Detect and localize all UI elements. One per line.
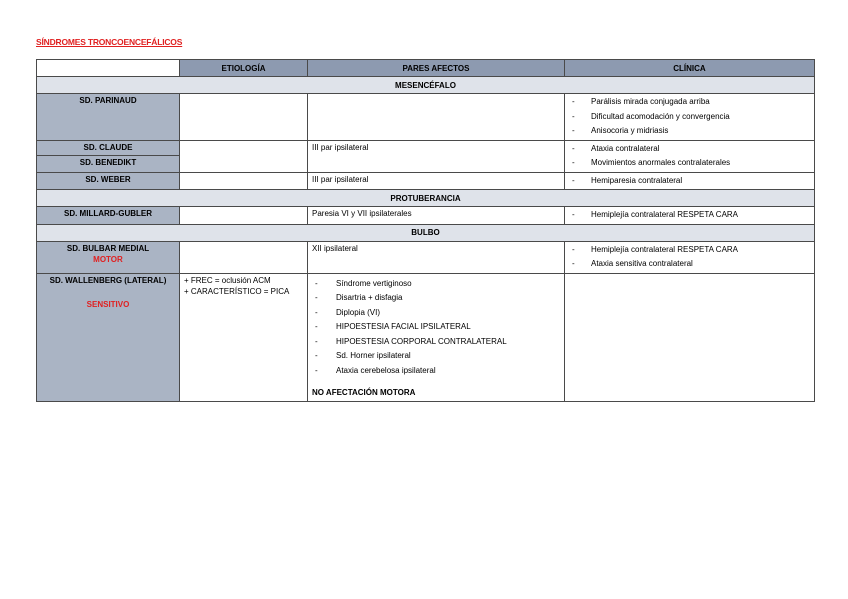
list-item: - HIPOESTESIA CORPORAL CONTRALATERAL [312,335,560,350]
table-row-bulbar-medial [37,241,815,273]
syndrome-name-millard-gubler: SD. MILLARD-GUBLER [37,207,180,225]
etiologia-line: + FREC = oclusión ACM [184,275,271,285]
list-item: - Hemiparesia contralateral [569,174,810,189]
list-item: - Síndrome vertiginoso [312,277,560,292]
syndrome-label: SD. BULBAR MEDIAL [66,243,150,253]
header-pares: PARES AFECTOS [308,60,565,77]
table-row-weber [37,172,815,190]
page-title: SÍNDROMES TRONCOENCEFÁLICOS [36,37,183,47]
section-bulbo: BULBO [37,224,815,241]
table-row-parinaud [37,94,815,141]
list-item: - HIPOESTESIA FACIAL IPSILATERAL [312,320,560,335]
etiologia-bulbar-medial [180,241,308,273]
list-item: - Ataxia contralateral [569,142,810,157]
list-item: - Parálisis mirada conjugada arriba [569,95,810,110]
list-item: - Hemiplejía contralateral RESPETA CARA [569,208,810,223]
syndrome-name-claude: SD. CLAUDE [37,140,180,155]
syndrome-name-benedikt: SD. BENEDIKT [37,155,180,172]
etiologia-line: + CARACTERÍSTICO = PICA [184,286,290,296]
syndrome-tag-sensitivo: SENSITIVO [86,299,130,309]
clinica-weber [565,172,815,190]
syndrome-name-parinaud: SD. PARINAUD [37,94,180,141]
list-item: - Sd. Horner ipsilateral [312,349,560,364]
etiologia-millard [180,207,308,225]
syndrome-name-bulbar-medial [37,241,180,273]
section-row-bulbo [37,224,815,241]
pares-weber: III par ipsilateral [308,172,565,190]
syndrome-name-weber: SD. WEBER [37,172,180,190]
table-row-wallenberg [37,273,815,401]
clinica-bulbar-medial [565,241,815,273]
section-row-mesencefalo [37,77,815,94]
etiologia-wallenberg [180,273,308,401]
syndrome-name-wallenberg [37,273,180,401]
etiologia-parinaud [180,94,308,141]
list-item: - Diplopia (VI) [312,306,560,321]
table-row-millard [37,207,815,225]
syndrome-tag-motor: MOTOR [93,254,123,264]
list-item: - Disartria + disfagia [312,291,560,306]
list-item: - Ataxia cerebelosa ipsilateral [312,364,560,379]
list-item: - Anisocoria y midriasis [569,124,810,139]
header-empty-cell [37,60,180,77]
etiologia-claude-benedikt [180,140,308,172]
syndrome-label: SD. WALLENBERG (LATERAL) [49,275,167,285]
section-row-protuberancia [37,190,815,207]
header-clinica: CLÍNICA [565,60,815,77]
pares-bulbar-medial: XII ipsilateral [308,241,565,273]
header-etiologia: ETIOLOGÍA [180,60,308,77]
no-motor-note: NO AFECTACIÓN MOTORA [312,388,416,397]
etiologia-weber [180,172,308,190]
pares-claude-benedikt: III par ipsilateral [308,140,565,172]
pares-wallenberg [308,273,565,401]
clinica-claude-benedikt [565,140,815,172]
list-item: - Dificultad acomodación y convergencia [569,110,810,125]
clinica-parinaud [565,94,815,141]
pares-millard: Paresia VI y VII ipsilaterales [308,207,565,225]
section-mesencefalo: MESENCÉFALO [37,77,815,94]
syndromes-table [36,59,815,402]
list-item: - Hemiplejía contralateral RESPETA CARA [569,243,810,258]
header-row [37,60,815,77]
list-item: - Movimientos anormales contralaterales [569,156,810,171]
section-protuberancia: PROTUBERANCIA [37,190,815,207]
pares-parinaud [308,94,565,141]
clinica-wallenberg [565,273,815,401]
clinica-millard [565,207,815,225]
list-item: - Ataxia sensitiva contralateral [569,257,810,272]
table-row-claude [37,140,815,155]
